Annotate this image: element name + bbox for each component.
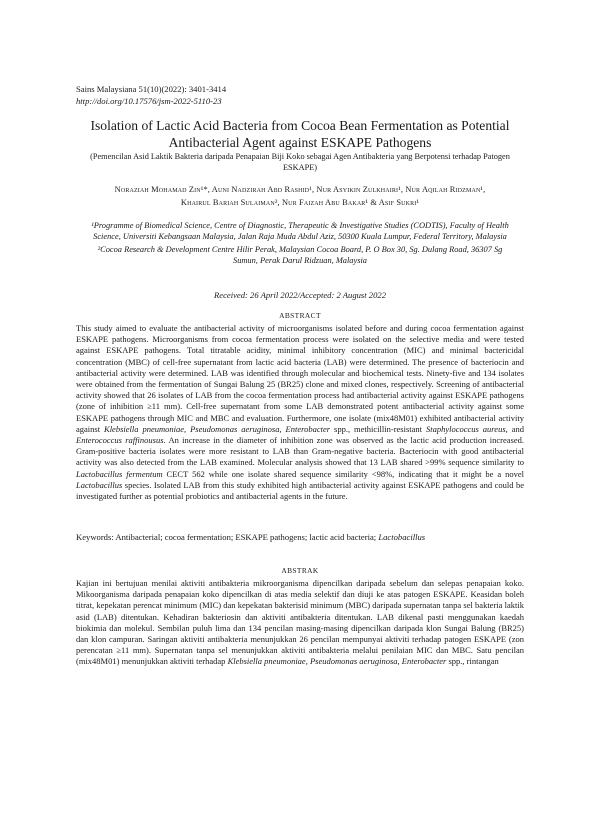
author-line-1: Noraziah Mohamad Zin¹*, Auni Nadzirah Abd Rashid¹, Nur Asyikin Zulkhairi¹, Nur Aqilah Ridzman¹, xyxy=(114,185,486,194)
abstract-heading: ABSTRACT xyxy=(279,311,321,320)
affiliation-2: ²Cocoa Research & Development Centre Hilir Perak, Malaysian Cocoa Board, P. O Box 30, Sg. Dulang Road, 36307 Sg Sumun, Perak Darul Ridzuan, Malaysia xyxy=(97,245,503,265)
affiliations xyxy=(90,220,510,268)
abstract-text-5: CECT 562 while one isolate shared sequence similarity <98%, indicating that it might be a novel xyxy=(162,468,524,479)
abstract-text-4: . An increase in the diameter of inhibition zone was observed as the lactic acid production increased. Gram-positive bacteria isolates were more resistant to LAB than Gram-negative bacteria. Bacteriocin with good antibacterial activity was also detected from the LAB examined. Molecular analysis showed that 13 LAB shared >99% sequence similarity to xyxy=(76,435,524,468)
doi-link[interactable]: http://doi.org/10.17576/jsm-2022-5110-23 xyxy=(76,96,222,106)
journal-header xyxy=(76,83,226,107)
abstrak-text-2: spp., rintangan xyxy=(446,656,499,667)
abstract-organism-3: Enterococcus raffinousus xyxy=(76,435,164,446)
keywords-text: Keywords: Antibacterial; cocoa fermentation; ESKAPE pathogens; lactic acid bacteria; xyxy=(76,532,379,542)
abstract-text-6: species. Isolated LAB from this study exhibited high antibacterial activity against ESKAPE pathogens and could be investigated further as potential probiotics and antibacterial agents in the future. xyxy=(76,479,524,502)
abstrak-heading: ABSTRAK xyxy=(281,566,319,575)
abstract-body xyxy=(76,323,524,502)
author-line-2: Khairul Bariah Sulaiman², Nur Faizah Abu Bakar¹ & Asif Sukri¹ xyxy=(180,198,420,207)
keywords-italic: Lactobacillus xyxy=(378,532,426,542)
paper-subtitle: (Pemencilan Asid Laktik Bakteria daripada Penapaian Biji Koko sebagai Agen Antibakteria yang Berpotensi terhadap Patogen ESKAPE) xyxy=(90,152,510,172)
paper-title: Isolation of Lactic Acid Bacteria from Cocoa Bean Fermentation as Potential Antibacterial Agent against ESKAPE Pathogens xyxy=(90,118,510,150)
journal-citation: Sains Malaysiana 51(10)(2022): 3401-3414 xyxy=(76,84,227,94)
received-dates: Received: 26 April 2022/Accepted: 2 August 2022 xyxy=(214,290,386,300)
author-list xyxy=(76,183,524,209)
abstract-organism-4: Lactobacillus fermentum xyxy=(76,468,163,479)
abstract-organism-1: Klebsiella pneumoniae, Pseudomonas aeruginosa, Enterobacter xyxy=(104,423,331,434)
abstract-text-3: and xyxy=(507,423,524,434)
abstract-text-1: This study aimed to evaluate the antibacterial activity of microorganisms isolated before and during cocoa fermentation against ESKAPE pathogens. Microorganisms from cocoa fermentation process were isolated on the selective media and were tested against ESKAPE pathogens. Total titratable acidity, minimal inhibitory concentration (MIC) and minimal bactericidal concentration (MBC) of cell-free supernatant from lactic acid bacteria (LAB) were determined. The presence of bacteriocin and antibacterial activity were determined. LAB was identified through molecular and biochemical tests. Ninety-five and 134 isolates were obtained from the fermentation of Sungai Balung 25 (BR25) clone and mixed clones, respectively. Screening of antibacterial activity showed that 26 isolates of LAB from the cocoa fermentation process had antibacterial activity against ESKAPE pathogens (zone of inhibition ≥11 mm). Cell-free supernatant from some LAB demonstrated potent antibacterial activity against some ESKAPE pathogens through MIC and MBC and evaluation. Furthermore, one isolate (mix48M01) exhibited antibacterial activity against xyxy=(76,323,524,434)
abstrak-organism-1: Klebsiella pneumoniae, Pseudomonas aeruginosa, Enterobacter xyxy=(227,656,447,667)
abstrak-text-1: Kajian ini bertujuan menilai aktiviti antibakteria mikroorganisma dipencilkan daripada sebelum dan selepas penapaian koko. Mikoorganisma daripada penapaian koko dipencilkan di atas media selektif dan diuji ke atas patogen ESKAPE. Keasidan boleh titrat, kepekatan perencat minimum (MIC) dan kepekatan bakterisid minimum (MBC) daripada supernatan tanpa sel bakteria laktik asid (LAB) ditentukan. Kehadiran bakteriosin dan aktiviti antibakteria ditentukan. LAB dikenal pasti menggunakan kaedah biokimia dan molekul. Sembilan puluh lima dan 134 pencilan masing-masing dipencilkan daripada klon Sungai Balung (BR25) dan klon campuran. Saringan aktiviti antibakteria menunjukkan 26 pencilan mempunyai aktiviti terhadap patogen ESKAPE (zon perencatan ≥11 mm). Supernatan tanpa sel menunjukkan aktiviti antibakteria melalui penilaian MIC dan MBC. Satu pencilan (mix48M01) menunjukkan aktiviti terhadap xyxy=(76,578,524,667)
affiliation-1: ¹Programme of Biomedical Science, Centre of Diagnostic, Therapeutic & Investigative Studies (CODTIS), Faculty of Health Science, Universiti Kebangsaan Malaysia, Jalan Raja Muda Abdul Aziz, 50300 Kuala Lumpur, Federal Territory, Malaysia xyxy=(91,221,509,241)
abstract-organism-2: Staphylococcus aureus, xyxy=(425,423,508,434)
keywords-line xyxy=(76,532,524,542)
abstrak-body xyxy=(76,578,524,668)
abstract-organism-5: Lactobacillus xyxy=(76,479,123,490)
abstract-text-2: spp., methicillin-resistant xyxy=(330,423,426,434)
